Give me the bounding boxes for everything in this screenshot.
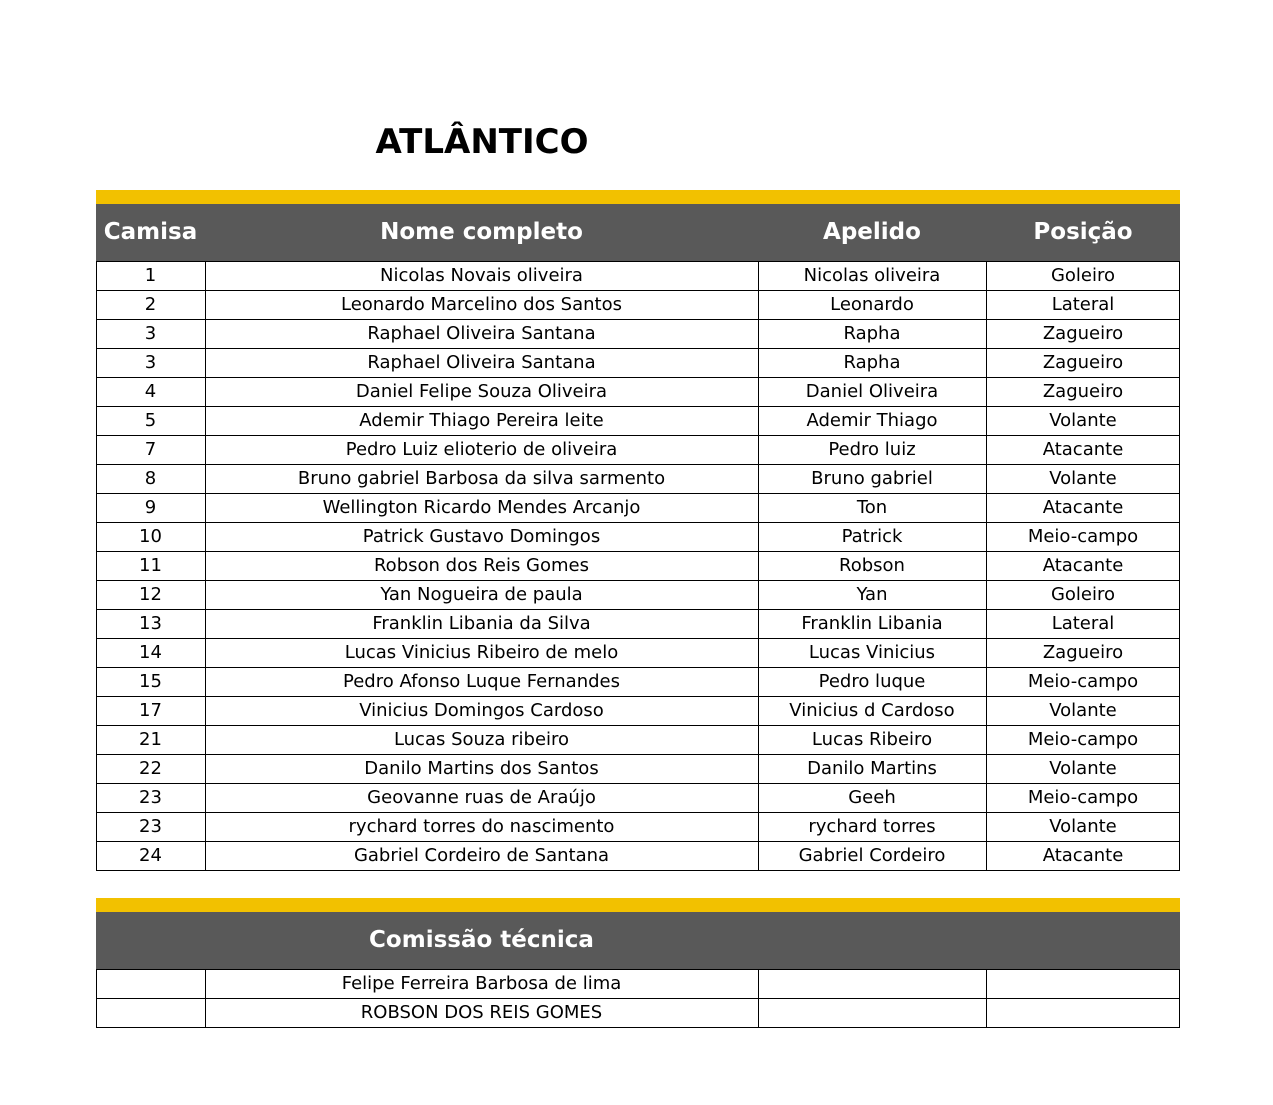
cell-camisa: 8: [144, 468, 157, 489]
cell-nome-completo: Daniel Felipe Souza Oliveira: [355, 381, 608, 402]
cell-nome-completo: Nicolas Novais oliveira: [380, 265, 583, 286]
cell-posicao: Atacante: [1042, 439, 1124, 460]
cell-posicao: Meio-campo: [1027, 787, 1139, 808]
cell-posicao: Volante: [1049, 758, 1117, 779]
cell-camisa: 13: [139, 613, 162, 634]
cell-nome-completo: Raphael Oliveira Santana: [367, 323, 596, 344]
cell-camisa: 3: [144, 352, 157, 373]
page-title: ATLÂNTICO: [375, 122, 589, 162]
cell-camisa: 7: [144, 439, 157, 460]
cell-posicao: Meio-campo: [1027, 671, 1139, 692]
cell-camisa: 5: [144, 410, 157, 431]
grid-line: [96, 319, 1180, 320]
cell-apelido: Bruno gabriel: [811, 468, 933, 489]
grid-line: [986, 969, 987, 1028]
cell-apelido: [758, 969, 986, 998]
cell-camisa: 10: [139, 526, 162, 547]
grid-line: [1179, 261, 1180, 871]
cell-posicao: Goleiro: [1050, 265, 1116, 286]
cell-nome-completo: rychard torres do nascimento: [348, 816, 615, 837]
cell-posicao: [986, 969, 1180, 998]
table-row: [96, 609, 1180, 638]
table-row: [96, 319, 1180, 348]
table-row: [96, 493, 1180, 522]
cell-camisa: 23: [139, 787, 162, 808]
grid-line: [96, 812, 1180, 813]
header-posicao: Posição: [1033, 219, 1133, 245]
grid-line: [96, 290, 1180, 291]
grid-line: [96, 841, 1180, 842]
table-row: [96, 551, 1180, 580]
cell-nome-completo: Lucas Souza ribeiro: [393, 729, 570, 750]
grid-line: [758, 261, 759, 871]
grid-line: [96, 348, 1180, 349]
cell-posicao: Volante: [1049, 410, 1117, 431]
table-row: [96, 464, 1180, 493]
table-row: [96, 754, 1180, 783]
cell-camisa: 22: [139, 758, 162, 779]
grid-line: [205, 969, 206, 1028]
cell-apelido: Vinicius d Cardoso: [789, 700, 955, 721]
cell-nome-completo: Felipe Ferreira Barbosa de lima: [341, 973, 622, 994]
cell-nome-completo: Lucas Vinicius Ribeiro de melo: [344, 642, 619, 663]
cell-posicao: Atacante: [1042, 555, 1124, 576]
grid-line: [96, 493, 1180, 494]
cell-posicao: Zagueiro: [1042, 381, 1124, 402]
grid-line: [96, 522, 1180, 523]
cell-nome-completo: Yan Nogueira de paula: [380, 584, 583, 605]
cell-camisa: 14: [139, 642, 162, 663]
cell-posicao: Volante: [1049, 700, 1117, 721]
table-row: [96, 812, 1180, 841]
cell-posicao: Goleiro: [1050, 584, 1116, 605]
table-row: [96, 638, 1180, 667]
grid-line: [205, 261, 206, 871]
grid-line: [96, 998, 1180, 999]
grid-line: [96, 377, 1180, 378]
cell-apelido: Lucas Ribeiro: [811, 729, 933, 750]
cell-posicao: Meio-campo: [1027, 729, 1139, 750]
grid-line: [96, 406, 1180, 407]
grid-line: [96, 725, 1180, 726]
cell-posicao: Zagueiro: [1042, 352, 1124, 373]
grid-line: [96, 261, 97, 871]
cell-apelido: Robson: [839, 555, 905, 576]
cell-apelido: Franklin Libania: [801, 613, 943, 634]
grid-line: [96, 580, 1180, 581]
grid-line: [96, 696, 1180, 697]
cell-nome-completo: Robson dos Reis Gomes: [373, 555, 589, 576]
cell-nome-completo: Pedro Luiz elioterio de oliveira: [345, 439, 618, 460]
cell-camisa: 9: [144, 497, 157, 518]
staff-table: [96, 969, 1180, 1028]
cell-apelido: Ademir Thiago: [806, 410, 938, 431]
cell-apelido: Danilo Martins: [807, 758, 937, 779]
grid-line: [1179, 969, 1180, 1028]
cell-nome-completo: Pedro Afonso Luque Fernandes: [343, 671, 620, 692]
cell-posicao: Atacante: [1042, 497, 1124, 518]
cell-camisa: 1: [144, 265, 157, 286]
players-table: [96, 261, 1180, 871]
cell-apelido: Ton: [856, 497, 888, 518]
cell-posicao: Volante: [1049, 468, 1117, 489]
grid-line: [96, 261, 1180, 262]
table-row: [96, 406, 1180, 435]
cell-apelido: Geeh: [848, 787, 896, 808]
cell-apelido: Yan: [856, 584, 888, 605]
cell-camisa: 12: [139, 584, 162, 605]
table-row: [96, 998, 1180, 1027]
cell-camisa: [96, 969, 205, 998]
cell-apelido: Patrick: [841, 526, 903, 547]
staff-table-header: [96, 912, 1180, 969]
cell-camisa: 23: [139, 816, 162, 837]
cell-posicao: Zagueiro: [1042, 323, 1124, 344]
cell-nome-completo: Raphael Oliveira Santana: [367, 352, 596, 373]
cell-nome-completo: ROBSON DOS REIS GOMES: [360, 1002, 603, 1023]
table-row: [96, 667, 1180, 696]
cell-camisa: [96, 998, 205, 1027]
cell-apelido: Lucas Vinicius: [808, 642, 936, 663]
grid-line: [96, 551, 1180, 552]
cell-camisa: 2: [144, 294, 157, 315]
cell-nome-completo: Franklin Libania da Silva: [372, 613, 591, 634]
cell-apelido: Nicolas oliveira: [803, 265, 941, 286]
table-row: [96, 261, 1180, 290]
cell-nome-completo: Ademir Thiago Pereira leite: [359, 410, 604, 431]
table-row: [96, 580, 1180, 609]
grid-line: [96, 464, 1180, 465]
cell-camisa: 17: [139, 700, 162, 721]
accent-bar: [96, 190, 1180, 204]
grid-line: [96, 870, 1180, 871]
cell-nome-completo: Bruno gabriel Barbosa da silva sarmento: [297, 468, 666, 489]
cell-apelido: rychard torres: [808, 816, 936, 837]
table-row: [96, 377, 1180, 406]
cell-posicao: [986, 998, 1180, 1027]
cell-nome-completo: Leonardo Marcelino dos Santos: [340, 294, 622, 315]
cell-nome-completo: Gabriel Cordeiro de Santana: [353, 845, 610, 866]
cell-nome-completo: Geovanne ruas de Araújo: [367, 787, 596, 808]
table-row: [96, 290, 1180, 319]
cell-nome-completo: Patrick Gustavo Domingos: [362, 526, 601, 547]
grid-line: [986, 261, 987, 871]
grid-line: [96, 1027, 1180, 1028]
table-row: [96, 969, 1180, 998]
cell-apelido: Pedro luiz: [828, 439, 916, 460]
cell-posicao: Atacante: [1042, 845, 1124, 866]
cell-nome-completo: Danilo Martins dos Santos: [364, 758, 599, 779]
table-row: [96, 696, 1180, 725]
accent-bar: [96, 898, 1180, 912]
grid-line: [96, 609, 1180, 610]
cell-camisa: 15: [139, 671, 162, 692]
cell-apelido: Rapha: [843, 352, 901, 373]
table-row: [96, 841, 1180, 870]
table-row: [96, 725, 1180, 754]
cell-camisa: 11: [139, 555, 162, 576]
players-table-header: [96, 204, 1180, 261]
table-row: [96, 783, 1180, 812]
grid-line: [96, 638, 1180, 639]
cell-nome-completo: Vinicius Domingos Cardoso: [359, 700, 604, 721]
cell-nome-completo: Wellington Ricardo Mendes Arcanjo: [322, 497, 641, 518]
grid-line: [96, 969, 1180, 970]
cell-apelido: Leonardo: [830, 294, 914, 315]
cell-posicao: Zagueiro: [1042, 642, 1124, 663]
header-apelido: Apelido: [823, 219, 921, 245]
header-camisa: Camisa: [103, 219, 198, 245]
cell-apelido: [758, 998, 986, 1027]
table-row: [96, 435, 1180, 464]
cell-apelido: Rapha: [843, 323, 901, 344]
grid-line: [96, 435, 1180, 436]
cell-camisa: 24: [139, 845, 162, 866]
cell-posicao: Volante: [1049, 816, 1117, 837]
header-nome-completo: Nome completo: [380, 219, 583, 245]
cell-apelido: Gabriel Cordeiro: [798, 845, 946, 866]
grid-line: [758, 969, 759, 1028]
cell-apelido: Pedro luque: [818, 671, 926, 692]
header-comissao-tecnica: Comissão técnica: [369, 927, 594, 953]
cell-camisa: 4: [144, 381, 157, 402]
cell-posicao: Lateral: [1051, 294, 1115, 315]
grid-line: [96, 783, 1180, 784]
grid-line: [96, 969, 97, 1028]
grid-line: [96, 667, 1180, 668]
table-row: [96, 522, 1180, 551]
cell-camisa: 21: [139, 729, 162, 750]
grid-line: [96, 754, 1180, 755]
table-row: [96, 348, 1180, 377]
cell-posicao: Lateral: [1051, 613, 1115, 634]
cell-camisa: 3: [144, 323, 157, 344]
cell-apelido: Daniel Oliveira: [805, 381, 939, 402]
cell-posicao: Meio-campo: [1027, 526, 1139, 547]
